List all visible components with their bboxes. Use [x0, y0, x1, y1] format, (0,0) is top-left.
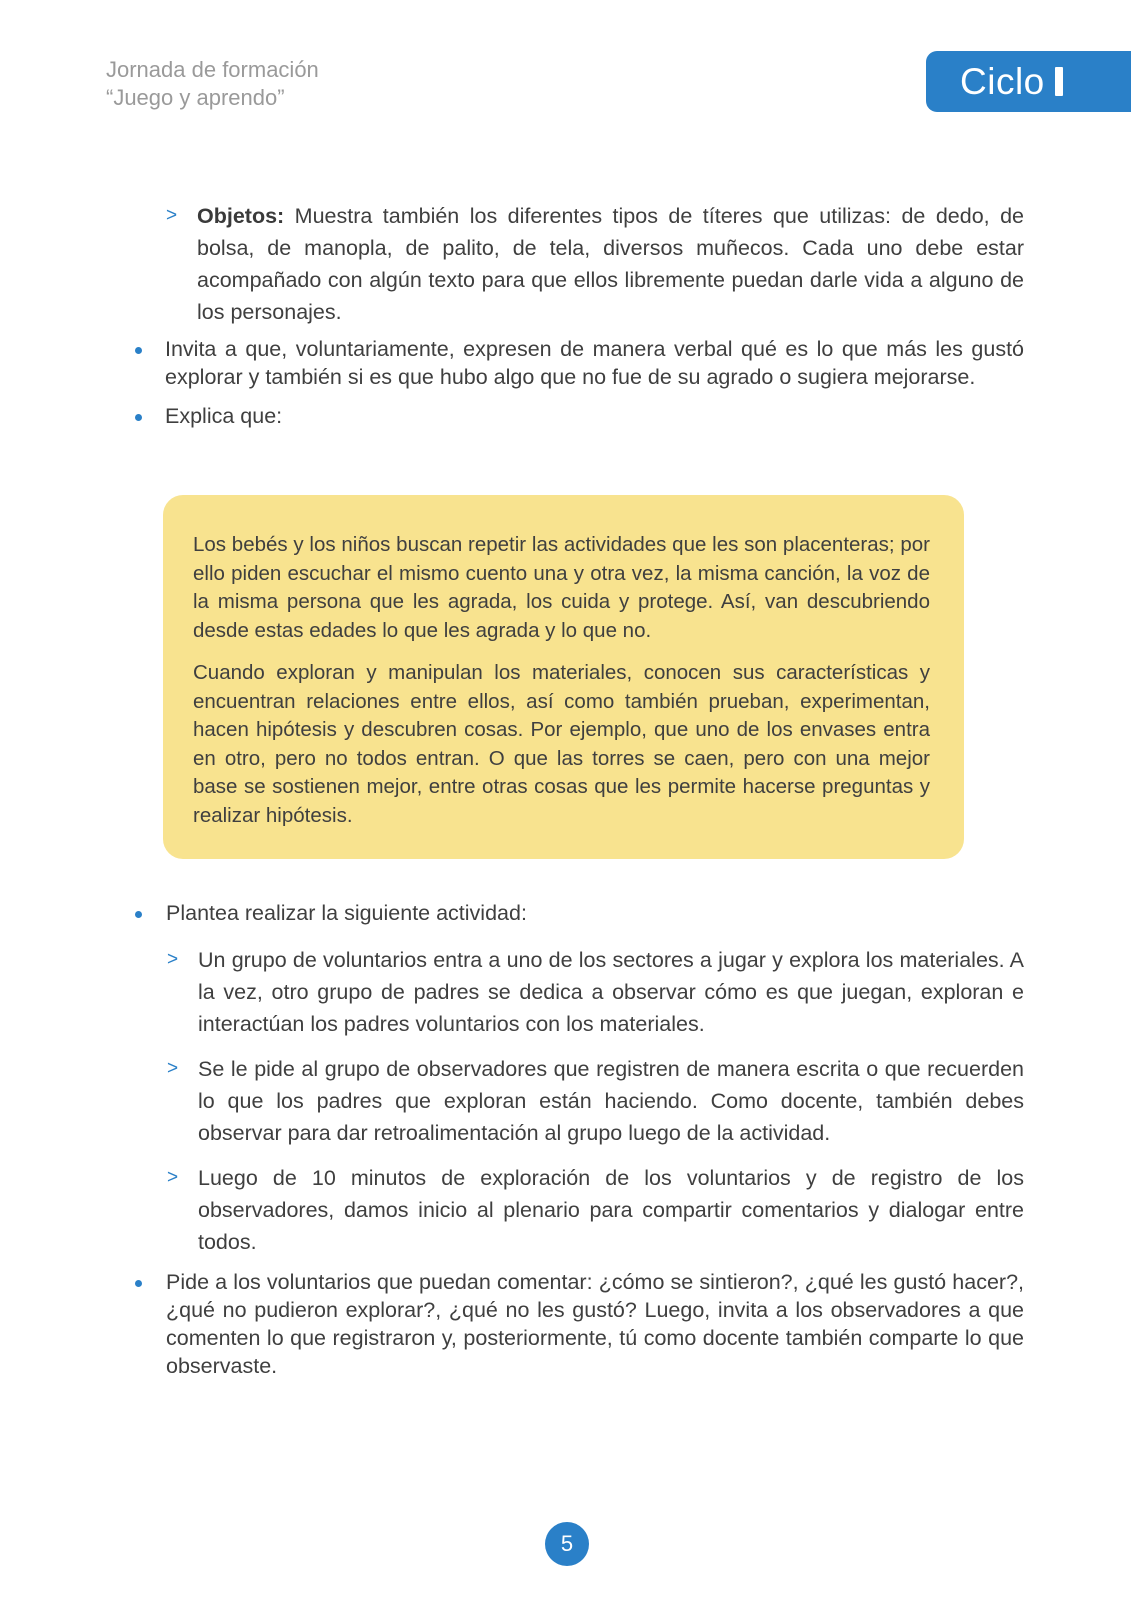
cycle-one-icon	[1055, 67, 1063, 96]
list-item-plantea	[166, 899, 1024, 927]
sub-1-text: Un grupo de voluntarios entra a uno de los sectores a jugar y explora los materiales. A la vez, otro grupo de padres se dedica a observar cómo es que juegan, exploran e interactúan los padres voluntarios con los materiales.	[198, 948, 1024, 1036]
bullet-icon	[135, 1280, 142, 1287]
sub-3-text: Luego de 10 minutos de exploración de los voluntarios y de registro de los observadores, damos inicio al plenario para compartir comentarios y dialogar entre todos.	[198, 1166, 1024, 1254]
objetos-label: Objetos:	[197, 204, 285, 228]
explica-text: Explica que:	[165, 404, 283, 428]
sub-2-text: Se le pide al grupo de observadores que registren de manera escrita o que recuerden lo que los padres que exploran están haciendo. Como docente, también debes observar para dar retroalimentación al grupo luego de la actividad.	[198, 1057, 1024, 1145]
list-item-objetos	[197, 200, 1024, 328]
objetos-text: Muestra también los diferentes tipos de títeres que utilizas: de dedo, de bolsa, de manopla, de palito, de tela, diversos muñecos. Cada uno debe estar acompañado con algún texto para que ellos libremente puedan darle vida a alguno de los personajes.	[197, 204, 1024, 324]
header-line-2: “Juego y aprendo”	[106, 85, 285, 110]
arrow-icon: >	[166, 205, 178, 226]
callout-paragraph-2: Cuando exploran y manipulan los materiales, conocen sus características y encuentran relaciones entre ellos, así como también prueban, experimentan, hacen hipótesis y descubren cosas. Por ejemplo, que uno de los envases entra en otro, pero no todos entran. O que las torres se caen, pero con una mejor base se sostienen mejor, entre otras cosas que les permite hacerse preguntas y realizar hipótesis.	[193, 661, 930, 827]
page-number: 5	[545, 1522, 589, 1566]
list-item-sub-2	[198, 1053, 1024, 1149]
list-item-invita	[165, 335, 1024, 391]
list-item-explica	[165, 402, 1024, 430]
list-item-pide	[166, 1268, 1024, 1380]
bullet-icon	[135, 414, 142, 421]
bullet-icon	[135, 347, 142, 354]
info-callout	[163, 495, 964, 859]
plantea-text: Plantea realizar la siguiente actividad:	[166, 901, 527, 925]
header-line-1: Jornada de formación	[106, 57, 319, 82]
callout-paragraph-1: Los bebés y los niños buscan repetir las actividades que les son placenteras; por ello piden escuchar el mismo cuento una y otra vez, la misma canción, la voz de la misma persona que les agrada, los cuida y protege. Así, van descubriendo desde estas edades lo que les agrada y lo que no.	[193, 533, 930, 642]
invita-text: Invita a que, voluntariamente, expresen de manera verbal qué es lo que más les gustó explorar y también si es que hubo algo que no fue de su agrado o sugiera mejorarse.	[165, 337, 1024, 389]
document-header	[106, 56, 319, 112]
arrow-icon: >	[167, 1058, 179, 1079]
cycle-tab	[926, 51, 1131, 112]
pide-text: Pide a los voluntarios que puedan comentar: ¿cómo se sintieron?, ¿qué les gustó hacer?, ¿qué no pudieron explorar?, ¿qué no les gustó? Luego, invita a los observadores a que comenten lo que registraron y, posteriormente, tú como docente también comparte lo que observaste.	[166, 1270, 1024, 1378]
list-item-sub-1	[198, 944, 1024, 1040]
cycle-label: Ciclo	[960, 61, 1045, 102]
arrow-icon: >	[167, 1167, 179, 1188]
list-item-sub-3	[198, 1162, 1024, 1258]
arrow-icon: >	[167, 949, 179, 970]
bullet-icon	[135, 911, 142, 918]
